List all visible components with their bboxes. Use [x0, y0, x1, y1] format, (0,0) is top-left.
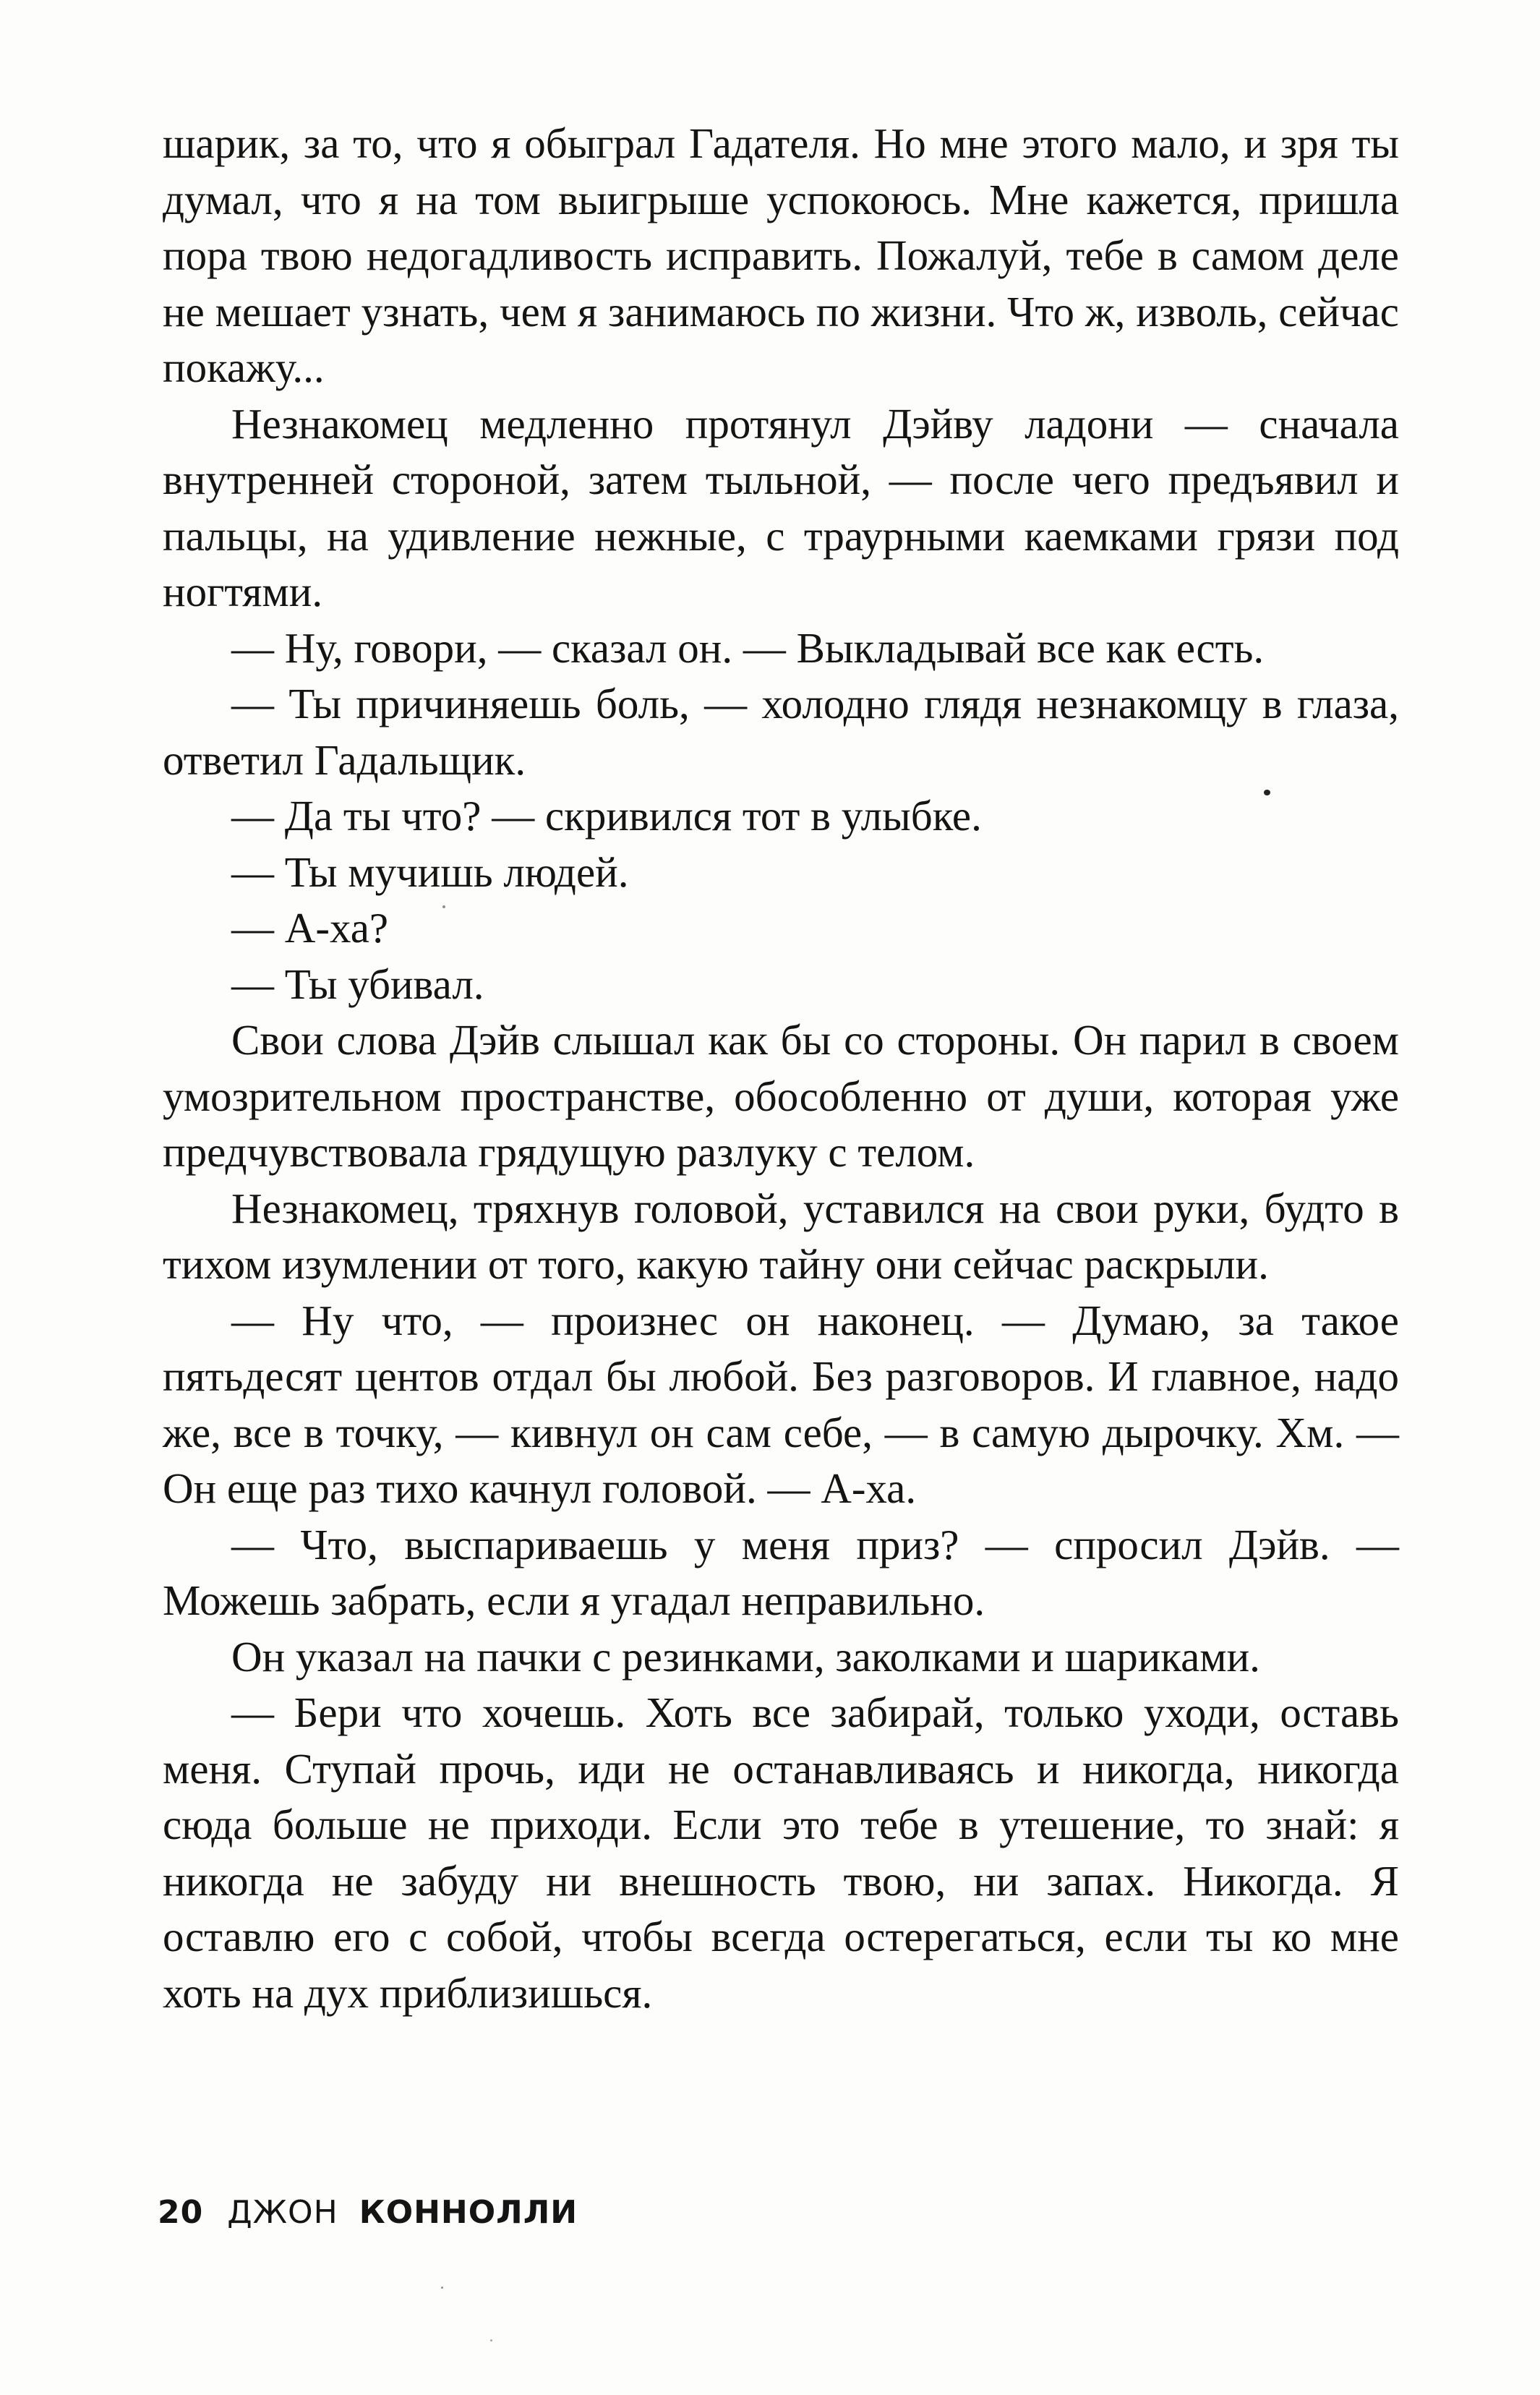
paragraph-12: — Что, выспариваешь у меня приз? — спросил Дэйв. — Можешь забрать, если я угадал неправильно. — [163, 1520, 1399, 1624]
page-footer — [158, 2191, 578, 2234]
paragraph-6: — Ты мучишь людей. — [231, 848, 629, 896]
author-last-name: КОННОЛЛИ — [359, 2194, 578, 2231]
paragraph-8: — Ты убивал. — [231, 960, 484, 1008]
paragraph-3: — Ну, говори, — сказал он. — Выкладывай все как есть. — [231, 623, 1265, 672]
paragraph-1: шарик, за то, что я обыграл Гадателя. Но мне этого мало, и зря ты думал, что я на том выигрыше успокоюсь. Мне кажется, пришла пора твою недогадливость исправить. Пожалуй, тебе в самом деле не мешает узнать, чем я занимаюсь по жизни. Что ж, изволь, сейчас покажу... — [163, 119, 1399, 391]
author-first-name: ДЖОН — [227, 2194, 338, 2231]
print-speck — [442, 905, 445, 908]
page-number: 20 — [158, 2194, 204, 2231]
paragraph-5: — Да ты что? — скривился тот в улыбке. — [231, 792, 982, 840]
paragraph-14: — Бери что хочешь. Хоть все забирай, только уходи, оставь меня. Ступай прочь, иди не останавливаясь и никогда, никогда сюда больше не приходи. Если это тебе в утешение, то знай: я никогда не забуду ни внешность твою, ни запах. Никогда. Я оставлю его с собой, чтобы всегда остерегаться, если ты ко мне хоть на дух приблизишься. — [163, 1689, 1399, 2017]
paragraph-7: — А-ха? — [231, 904, 389, 952]
paragraph-11: — Ну что, — произнес он наконец. — Думаю, за такое пятьдесят центов отдал бы любой. Без разговоров. И главное, надо же, все в точку, — кивнул он сам себе, — в самую дырочку. Хм. — Он еще раз тихо качнул головой. — А-ха. — [163, 1296, 1399, 1512]
paragraph-4: — Ты причиняешь боль, — холодно глядя незнакомцу в глаза, ответил Гадальщик. — [163, 680, 1399, 784]
paragraph-10: Незнакомец, тряхнув головой, уставился на свои руки, будто в тихом изумлении от того, какую тайну они сейчас раскрыли. — [163, 1184, 1399, 1288]
print-speck — [441, 2287, 443, 2289]
paragraph-2: Незнакомец медленно протянул Дэйву ладони — сначала внутренней стороной, затем тыльной, — после чего предъявил и пальцы, на удивление нежные, с траурными каемками грязи под ногтями. — [163, 399, 1399, 615]
paragraph-13: Он указал на пачки с резинками, заколками и шариками. — [231, 1632, 1260, 1681]
paragraph-9: Свои слова Дэйв слышал как бы со стороны. Он парил в своем умозрительном пространстве, обособленно от души, которая уже предчувствовала грядущую разлуку с телом. — [163, 1016, 1399, 1176]
print-speck — [1264, 790, 1270, 795]
body-text — [163, 116, 1399, 2021]
print-speck — [490, 2339, 492, 2341]
